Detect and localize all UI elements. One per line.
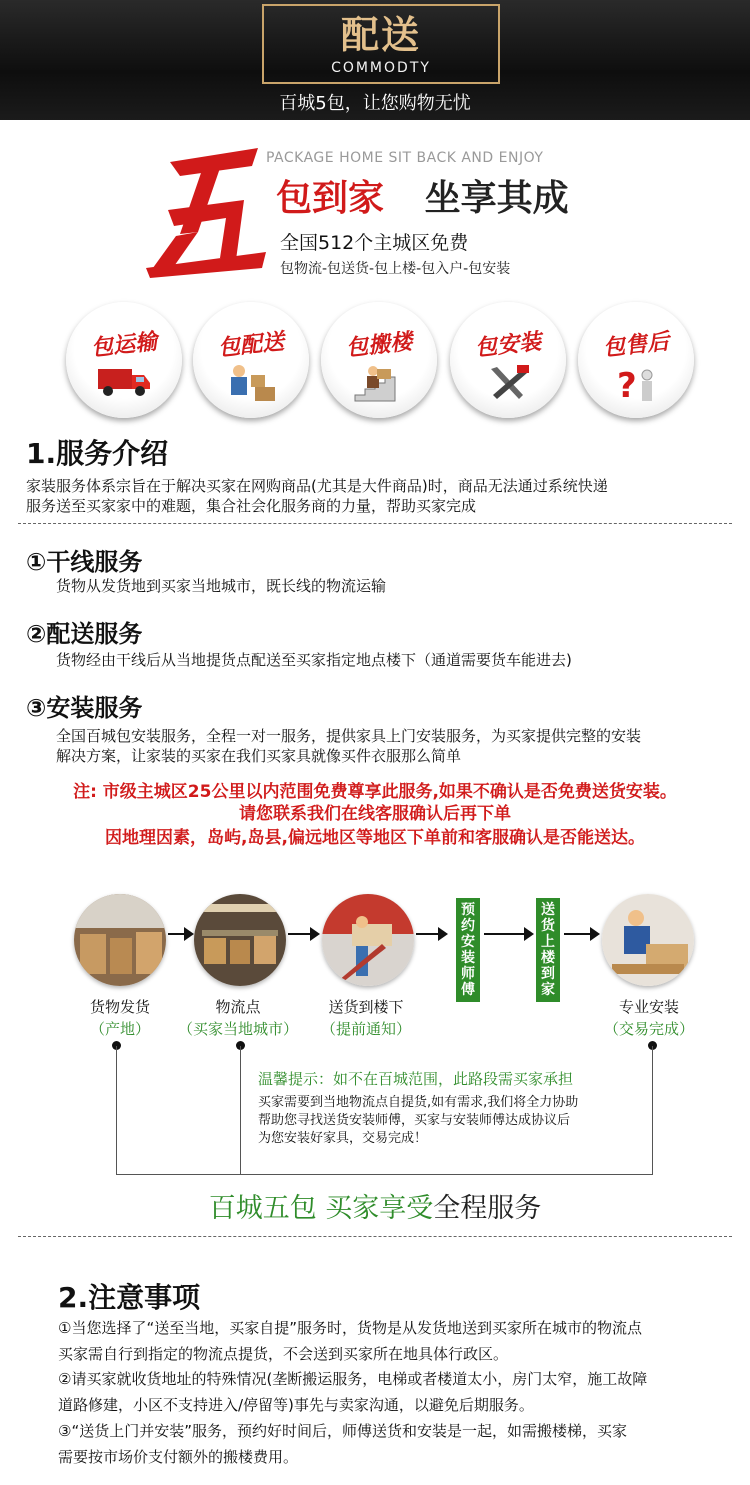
bracket-line	[240, 1046, 241, 1174]
stairs-carry-icon	[351, 363, 407, 403]
section-2-title: 2.注意事项	[58, 1281, 201, 1314]
bracket-line	[116, 1046, 117, 1174]
service-install-desc-2: 解决方案，让家装的买家在我们买家具就像买件衣服那么简单	[56, 747, 462, 765]
circle-transport	[66, 302, 182, 418]
step-logistics-sub: （买家当地城市）	[177, 1020, 298, 1038]
svg-text:?: ?	[617, 366, 637, 405]
circle-label: 包配送	[217, 329, 286, 362]
title-box	[262, 4, 500, 84]
full-service-banner	[0, 1186, 750, 1225]
warm-tip-title: 温馨提示：如不在百城范围，此路段需买家承担	[258, 1070, 574, 1088]
note-line-2: 请您联系我们在线客服确认后再下单	[239, 804, 511, 824]
bracket-line	[652, 1046, 653, 1174]
package-title	[276, 176, 569, 220]
package-title-red: 包到家	[276, 177, 385, 219]
service-trunk-desc: 货物从发货地到买家当地城市，既长线的物流运输	[56, 577, 387, 595]
service-trunk-title: ①干线服务	[26, 548, 143, 576]
circle-label: 包售后	[602, 329, 671, 362]
delivery-photo	[322, 894, 414, 986]
banner-green-text: 百城五包 买家享受	[208, 1193, 434, 1224]
flow-arrow	[564, 933, 598, 935]
circle-label: 包运输	[90, 329, 159, 362]
truck-icon	[96, 363, 152, 399]
banner-dark-text: 全程服务	[433, 1193, 542, 1224]
warehouse-photo	[74, 894, 166, 986]
circle-after-sales	[578, 302, 694, 418]
package-services-line: 包物流-包送货-包上楼-包入户-包安装	[280, 261, 511, 277]
notice-line: ②请买家就收货地址的特殊情况(垄断搬运服务，电梯或者楼道太小，房门太窄，施工故障	[58, 1370, 648, 1388]
notice-line: ①当您选择了“送至当地，买家自提”服务时，货物是从发货地送到买家所在城市的物流点	[58, 1319, 642, 1337]
delivery-worker-icon	[223, 363, 279, 403]
intro-line-1: 家装服务体系宗旨在于解决买家在网购商品(尤其是大件商品)时，商品无法通过系统快递	[26, 477, 608, 495]
flow-arrow	[416, 933, 446, 935]
tag-deliver-upstairs: 送货上楼到家	[536, 898, 560, 1002]
flow-arrow	[288, 933, 318, 935]
divider	[18, 1236, 732, 1237]
big-five-calligraphy	[140, 140, 270, 280]
warm-tip-line: 为您安装好家具，交易完成！	[258, 1131, 428, 1146]
notice-line: 道路修建，小区不支持进入/停留等)事先与卖家沟通，以避免后期服务。	[58, 1396, 534, 1414]
service-install-title: ③安装服务	[26, 694, 143, 722]
circle-label: 包安装	[474, 329, 543, 362]
warm-tip-line: 买家需要到当地物流点自提货,如有需求,我们将全力协助	[258, 1095, 579, 1110]
circle-label: 包搬楼	[345, 329, 414, 362]
notice-line: 需要按市场价支付额外的搬楼费用。	[58, 1448, 299, 1466]
service-delivery-desc: 货物经由干线后从当地提货点配送至买家指定地点楼下（通道需要货车能进去)	[56, 651, 572, 669]
page-title: 配送	[340, 13, 421, 57]
logistics-point-photo	[194, 894, 286, 986]
notice-line: ③“送货上门并安装”服务，预约好时间后，师傅送货和安装是一起，如需搬楼梯，买家	[58, 1422, 627, 1440]
step-ship-label: 货物发货	[89, 998, 150, 1016]
circle-installation	[450, 302, 566, 418]
bracket-bottom-line	[116, 1174, 653, 1175]
note-line-1: 注: 市级主城区25公里以内范围免费尊享此服务,如果不确认是否免费送货安装。	[73, 782, 677, 802]
package-free-line: 全国512个主城区免费	[280, 232, 469, 254]
installation-photo	[602, 894, 694, 986]
page-subtitle: COMMODTY	[331, 60, 431, 76]
service-delivery-title: ②配送服务	[26, 620, 143, 648]
question-mark-icon	[611, 363, 661, 405]
package-english: PACKAGE HOME SIT BACK AND ENJOY	[266, 150, 544, 166]
section-1-title: 1.服务介绍	[26, 437, 169, 470]
step-install-label: 专业安装	[618, 998, 679, 1016]
step-delivery-sub: （提前通知）	[320, 1020, 411, 1038]
header-banner	[0, 0, 750, 120]
circle-carry-upstairs	[321, 302, 437, 418]
notice-line: 买家需自行到指定的物流点提货，不会送到买家所在地具体行政区。	[58, 1345, 509, 1363]
step-ship-sub: （产地）	[89, 1020, 150, 1038]
intro-line-2: 服务送至买家家中的难题，集合社会化服务商的力量，帮助买家完成	[26, 497, 477, 515]
step-logistics-label: 物流点	[215, 998, 261, 1016]
warm-tip-line: 帮助您寻找送货安装师傅，买家与安装师傅达成协议后	[258, 1113, 571, 1128]
package-title-dark: 坐享其成	[424, 177, 569, 219]
flow-arrow	[168, 933, 192, 935]
step-install-sub: （交易完成）	[603, 1020, 694, 1038]
note-line-3: 因地理因素，岛屿,岛县,偏远地区等地区下单前和客服确认是否能送达。	[105, 828, 645, 848]
slogan: 百城5包，让您购物无忧	[279, 93, 471, 114]
service-install-desc-1: 全国百城包安装服务，全程一对一服务，提供家具上门安装服务，为买家提供完整的安装	[56, 727, 642, 745]
step-delivery-label: 送货到楼下	[328, 998, 404, 1016]
warm-tip-body	[258, 1094, 578, 1148]
tools-icon	[483, 363, 533, 403]
divider	[18, 523, 732, 524]
tag-book-installer: 预约安装师傅	[456, 898, 480, 1002]
flow-arrow	[484, 933, 532, 935]
circle-delivery	[193, 302, 309, 418]
